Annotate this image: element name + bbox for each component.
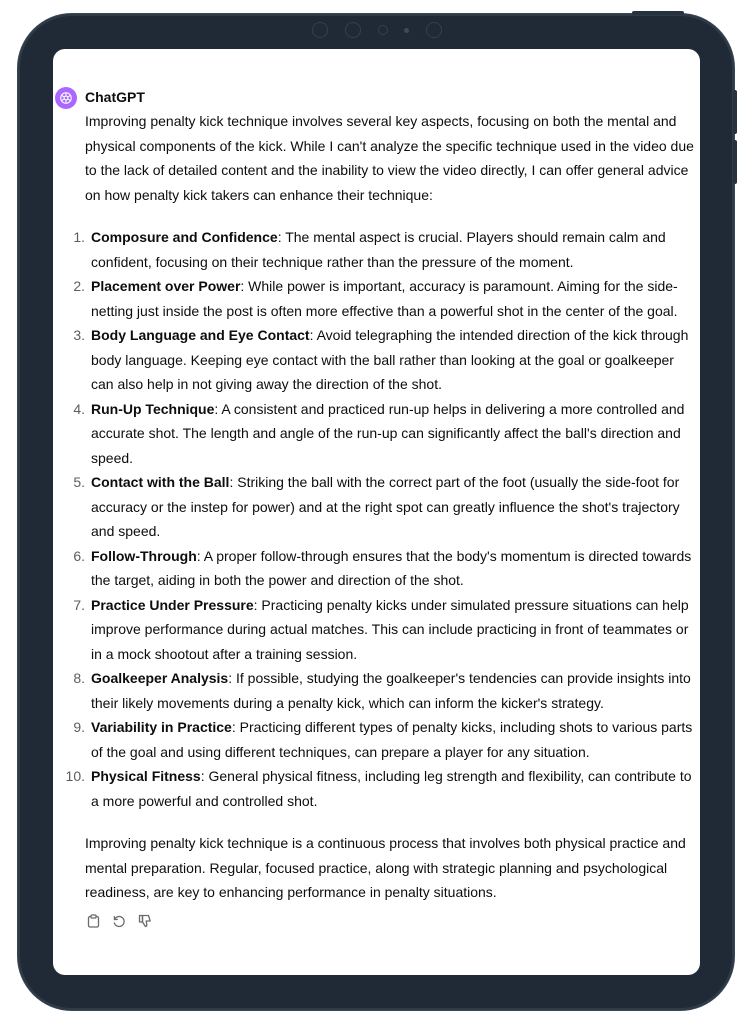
list-number: 3. <box>73 327 85 343</box>
chatgpt-avatar <box>55 87 77 109</box>
sensor-icon <box>312 22 328 38</box>
sensor-icon <box>426 22 442 38</box>
assistant-message <box>65 109 697 929</box>
list-item-title: Variability in Practice <box>91 719 232 735</box>
list-item <box>73 225 697 274</box>
list-number: 7. <box>73 596 85 613</box>
refresh-icon <box>112 914 126 928</box>
screen <box>53 49 700 975</box>
sensor-icon <box>378 25 388 35</box>
list-number: 9. <box>73 719 85 735</box>
dislike-button[interactable] <box>137 913 153 929</box>
volume-up-button <box>733 90 737 134</box>
list-item-text: : A consistent and practiced run-up helps in delivering a more controlled and accurate shot. The length and angle of the run-up can significantly affect the ball's direction and speed. <box>91 400 685 466</box>
message-actions <box>85 913 697 929</box>
list-item-text: : Practicing penalty kicks under simulated pressure situations can help improve performance during actual matches. This can include practicing in front of teammates or in a mock shootout after a training session. <box>91 596 689 662</box>
thumbs-down-icon <box>138 914 152 928</box>
list-item-title: Composure and Confidence <box>91 229 278 245</box>
list-item <box>73 470 697 544</box>
list-item <box>73 274 697 323</box>
message-conclusion: Improving penalty kick technique is a continuous process that involves both physical practice and mental preparation. Regular, focused practice, along with strategic planning and psychological readiness, are key to enhancing performance in penalty situations. <box>85 835 686 900</box>
list-item-title: Placement over Power <box>91 278 241 294</box>
list-number: 4. <box>73 400 85 417</box>
list-item-text: : Avoid telegraphing the intended direction of the kick through body language. Keeping eye contact with the ball rather than looking at the goal or goalkeeper can also help in not giving away the direction of the shot. <box>91 327 689 392</box>
list-item-text: : General physical fitness, including leg strength and flexibility, can contribute to a more powerful and controlled shot. <box>91 768 692 809</box>
list-number: 5. <box>73 474 85 490</box>
power-button <box>632 11 684 15</box>
list-number: 6. <box>73 547 85 564</box>
list-item-text: : If possible, studying the goalkeeper's tendencies can provide insights into their likely movements during a penalty kick, which can inform the kicker's strategy. <box>91 670 691 711</box>
list-item-title: Physical Fitness <box>91 768 201 784</box>
list-item <box>73 323 697 397</box>
list-number: 10. <box>65 768 85 784</box>
technique-list <box>65 225 697 813</box>
list-item-title: Run-Up Technique <box>91 400 215 417</box>
openai-logo-icon <box>59 91 73 105</box>
list-item-text: : Striking the ball with the correct part of the foot (usually the side-foot for accuracy or the instep for power) and at the right spot can greatly influence the shot's trajectory and speed. <box>91 474 680 539</box>
list-item <box>73 666 697 715</box>
list-item-text: : Practicing different types of penalty kicks, including shots to various parts of the goal and using different techniques, can prepare a player for any situation. <box>91 719 693 760</box>
camera-bar <box>312 20 442 40</box>
volume-down-button <box>733 140 737 184</box>
list-item-title: Body Language and Eye Contact <box>91 327 310 343</box>
list-item-title: Goalkeeper Analysis <box>91 670 229 686</box>
list-item <box>73 397 697 471</box>
list-number: 2. <box>73 278 85 294</box>
list-item-title: Contact with the Ball <box>91 474 230 490</box>
list-item-text: : A proper follow-through ensures that the body's momentum is directed towards the target, aiding in both the power and direction of the shot. <box>91 547 692 588</box>
list-item-text: : While power is important, accuracy is paramount. Aiming for the side-netting just inside the post is often more effective than a powerful shot in the center of the goal. <box>91 278 678 319</box>
list-item-title: Follow-Through <box>91 547 197 564</box>
list-item-title: Practice Under Pressure <box>91 596 254 613</box>
sensor-icon <box>345 22 361 38</box>
list-item <box>73 715 697 764</box>
list-item <box>73 544 697 593</box>
message-intro: Improving penalty kick technique involves several key aspects, focusing on both the mental and physical components of the kick. While I can't analyze the specific technique used in the video due to the lack of detailed content and the inability to view the video directly, I can offer general advice on how penalty kick takers can enhance their technique: <box>85 113 694 203</box>
list-item-text: : The mental aspect is crucial. Players should remain calm and confident, focusing on their technique rather than the pressure of the moment. <box>91 229 666 270</box>
list-item <box>73 593 697 667</box>
message-author: ChatGPT <box>85 89 145 105</box>
camera-lens-icon <box>404 28 409 33</box>
clipboard-icon <box>87 914 100 928</box>
list-number: 1. <box>73 229 85 245</box>
list-item <box>65 764 697 813</box>
copy-button[interactable] <box>85 913 101 929</box>
regenerate-button[interactable] <box>111 913 127 929</box>
list-number: 8. <box>73 670 85 686</box>
